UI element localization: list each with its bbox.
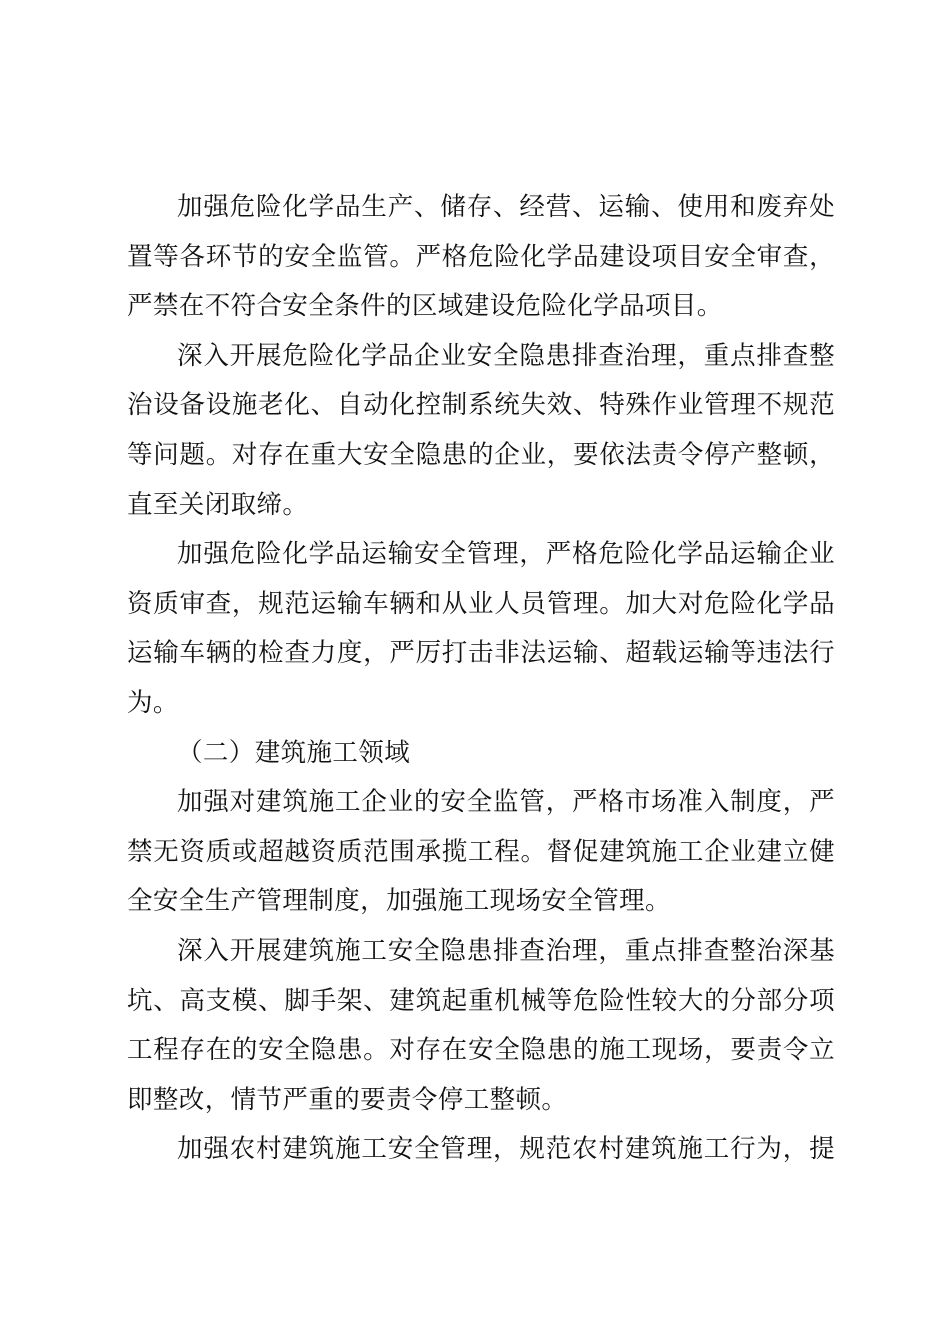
text-line: 加强危险化学品运输安全管理，严格危险化学品运输企业 — [177, 539, 835, 570]
text-line: 置等各环节的安全监管。严格危险化学品建设项目安全审查， — [127, 241, 835, 272]
paragraph-hazardous-chemicals-supervision — [127, 183, 835, 332]
paragraph-construction-hazard-investigation — [127, 927, 835, 1125]
document-body — [127, 183, 835, 1175]
paragraph-transport-safety — [127, 530, 835, 728]
text-line: 严禁在不符合安全条件的区域建设危险化学品项目。 — [127, 291, 723, 322]
text-line: 深入开展建筑施工安全隐患排查治理，重点排查整治深基 — [177, 935, 835, 966]
text-line: 直至关闭取缔。 — [127, 489, 309, 520]
text-line: 深入开展危险化学品企业安全隐患排查治理，重点排查整 — [177, 340, 835, 371]
text-line: 加强危险化学品生产、储存、经营、运输、使用和废弃处 — [177, 192, 835, 222]
text-line: 运输车辆的检查力度，严厉打击非法运输、超载运输等违法行 — [127, 638, 835, 669]
text-line: 治设备设施老化、自动化控制系统失效、特殊作业管理不规范 — [127, 390, 835, 421]
text-line: 即整改，情节严重的要责令停工整顿。 — [127, 1084, 568, 1115]
text-line: 坑、高支模、脚手架、建筑起重机械等危险性较大的分部分项 — [127, 985, 835, 1016]
text-line: 加强对建筑施工企业的安全监管，严格市场准入制度，严 — [177, 787, 835, 818]
section-heading-construction — [127, 729, 835, 779]
heading-text: （二）建筑施工领域 — [177, 737, 411, 768]
text-line: 全安全生产管理制度，加强施工现场安全管理。 — [127, 886, 671, 917]
text-line: 加强农村建筑施工安全管理，规范农村建筑施工行为，提 — [177, 1134, 835, 1165]
text-line: 资质审查，规范运输车辆和从业人员管理。加大对危险化学品 — [127, 588, 835, 619]
paragraph-hazard-investigation — [127, 332, 835, 530]
paragraph-construction-supervision — [127, 778, 835, 927]
text-line: 等问题。对存在重大安全隐患的企业，要依法责令停产整顿， — [127, 439, 835, 470]
paragraph-rural-construction — [127, 1125, 835, 1175]
text-line: 为。 — [127, 687, 179, 718]
text-line: 工程存在的安全隐患。对存在安全隐患的施工现场，要责令立 — [127, 1035, 835, 1066]
text-line: 禁无资质或超越资质范围承揽工程。督促建筑施工企业建立健 — [127, 836, 835, 867]
